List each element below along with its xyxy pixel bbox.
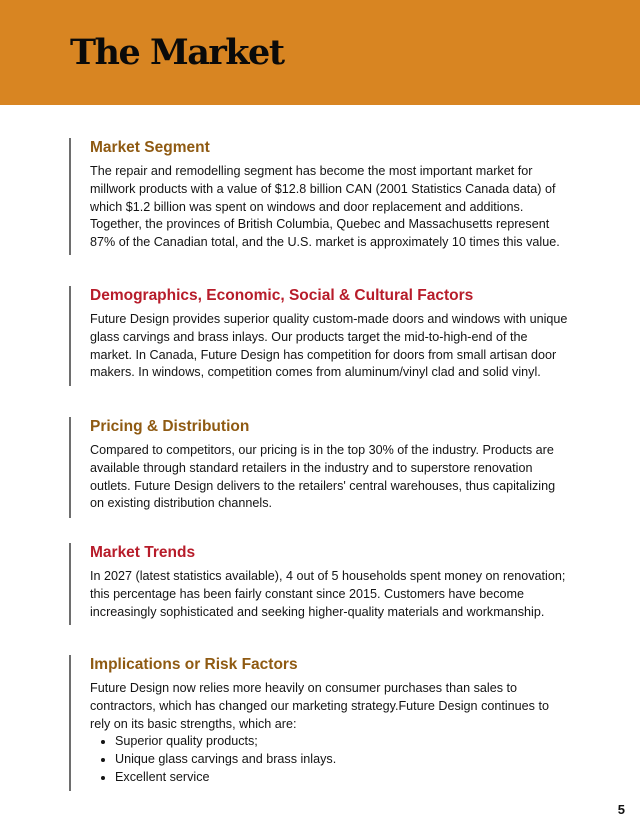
page-title: The Market: [70, 32, 284, 73]
list-item: • Unique glass carvings and brass inlays.: [115, 751, 569, 769]
section-heading: Pricing & Distribution: [90, 418, 250, 435]
header-banner: [0, 0, 640, 105]
section-implications-risk: [69, 655, 569, 791]
section-body: Future Design now relies more heavily on consumer purchases than sales to contractors, which has changed our marketing strategy.Future Design continues to rely on its basic strengths, which are:: [90, 681, 549, 731]
section-body: Future Design provides superior quality custom-made doors and windows with unique glass carvings and brass inlays. Our products target the mid-to-high-end of the market. In Canada, Future Design has competition for doors from small artisan door makers. In windows, competition comes from aluminum/vinyl clad and solid vinyl.: [90, 312, 568, 380]
section-heading: Demographics, Economic, Social & Cultural Factors: [90, 287, 474, 304]
section-market-segment: [69, 138, 569, 255]
section-heading: Implications or Risk Factors: [90, 656, 298, 673]
section-heading: Market Trends: [90, 544, 196, 561]
list-item: • Excellent service: [115, 769, 569, 787]
page-number: 5: [617, 802, 625, 817]
section-pricing-distribution: [69, 417, 569, 518]
section-body: Compared to competitors, our pricing is in the top 30% of the industry. Products are available through standard retailers in the industry and to superstore renovation outlets. Future Design delivers to the retailers' central warehouses, thus capitalizing on existing distribution channels.: [90, 443, 556, 511]
section-demographics: [69, 286, 569, 386]
section-heading: Market Segment: [90, 139, 210, 156]
list-item: • Superior quality products;: [115, 733, 569, 751]
section-body: In 2027 (latest statistics available), 4 out of 5 households spent money on renovation; this percentage has been fairly constant since 2015. Customers have become increasingly sophisticated and seeking higher-quality materials and workmanship.: [90, 569, 566, 619]
section-body: The repair and remodelling segment has become the most important market for millwork products with a value of $12.8 billion CAN (2001 Statistics Canada data) of which $1.2 billion was spent on windows and door replacement and additions. Together, the provinces of British Columbia, Quebec and Massachusetts represent 87% of the Canadian total, and the U.S. market is approximately 10 times this value.: [90, 164, 560, 250]
section-market-trends: [69, 543, 569, 625]
strengths-list: [90, 733, 569, 786]
